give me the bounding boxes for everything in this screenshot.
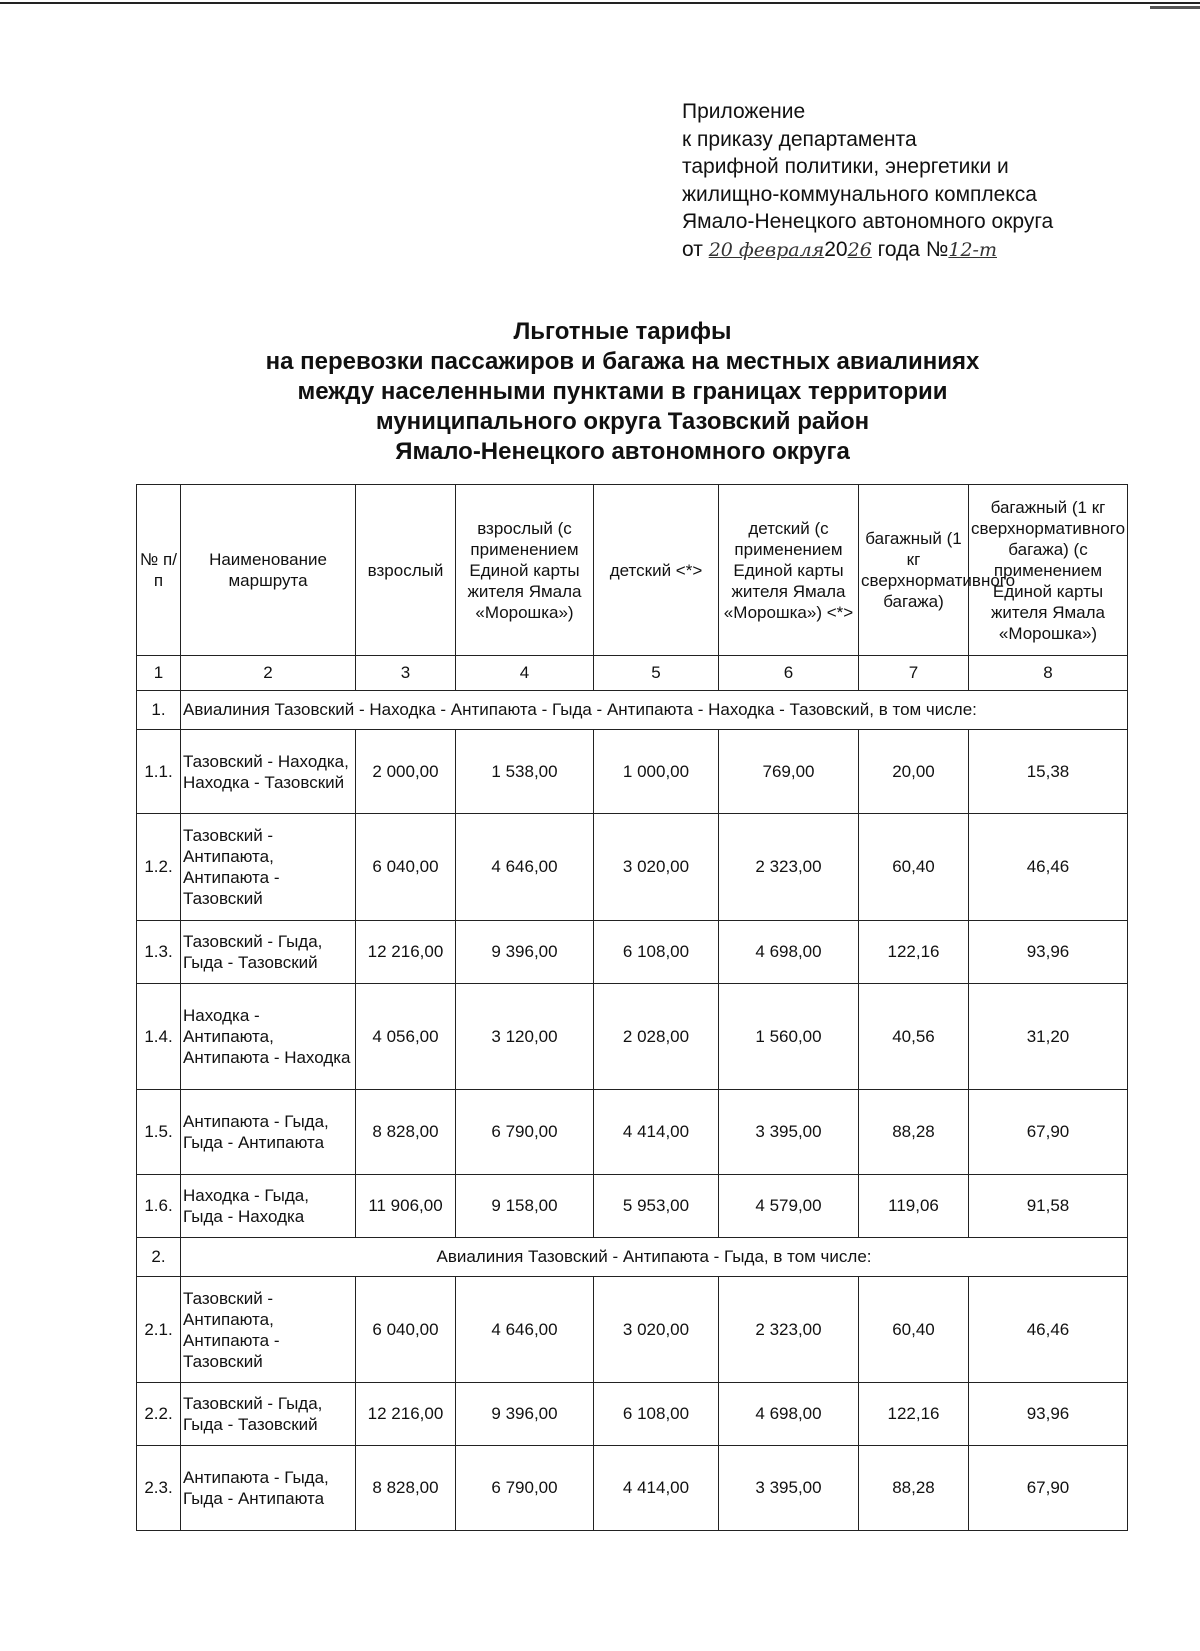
table-row: [137, 921, 1128, 984]
baggage-fare: 122,16: [859, 1383, 969, 1446]
baggage-fare: 60,40: [859, 1277, 969, 1383]
row-number: 1.2.: [137, 814, 181, 921]
column-index: 5: [594, 656, 719, 691]
scan-edge-line: [0, 2, 1200, 4]
child-fare: 1 000,00: [594, 730, 719, 814]
route-name: Тазовский - Гыда, Гыда - Тазовский: [181, 1383, 356, 1446]
route-name: Антипаюта - Гыда, Гыда - Антипаюта: [181, 1446, 356, 1531]
baggage-card-fare: 67,90: [969, 1446, 1128, 1531]
title-line: между населенными пунктами в границах территории: [297, 378, 948, 405]
table-row: [137, 1383, 1128, 1446]
baggage-card-fare: 93,96: [969, 1383, 1128, 1446]
col-header-baggage-card: багажный (1 кг сверхнормативного багажа) (с применением Единой карты жителя Ямала «Морошка»): [969, 485, 1128, 656]
child-card-fare: 769,00: [719, 730, 859, 814]
adult-fare: 6 040,00: [356, 1277, 456, 1383]
col-header-child-card: детский (с применением Единой карты жителя Ямала «Морошка») <*>: [719, 485, 859, 656]
adult-fare: 8 828,00: [356, 1446, 456, 1531]
child-fare: 2 028,00: [594, 984, 719, 1090]
appendix-line: тарифной политики, энергетики и: [682, 155, 1009, 178]
adult-fare: 12 216,00: [356, 1383, 456, 1446]
child-fare: 6 108,00: [594, 921, 719, 984]
route-name: Тазовский - Гыда, Гыда - Тазовский: [181, 921, 356, 984]
handwritten-date: 20 февраля: [708, 238, 825, 261]
table-row: [137, 1446, 1128, 1531]
route-name: Тазовский - Антипаюта, Антипаюта - Тазовский: [181, 1277, 356, 1383]
baggage-card-fare: 46,46: [969, 1277, 1128, 1383]
child-fare: 3 020,00: [594, 814, 719, 921]
adult-card-fare: 3 120,00: [456, 984, 594, 1090]
scan-edge-mark: [1150, 6, 1200, 9]
route-name: Тазовский - Находка, Находка - Тазовский: [181, 730, 356, 814]
table-row: [137, 1090, 1128, 1175]
year-word: года №: [877, 237, 949, 261]
route-name: Антипаюта - Гыда, Гыда - Антипаюта: [181, 1090, 356, 1175]
adult-fare: 2 000,00: [356, 730, 456, 814]
table-row: [137, 1277, 1128, 1383]
appendix-line: Ямало-Ненецкого автономного округа: [682, 210, 1054, 233]
baggage-card-fare: 15,38: [969, 730, 1128, 814]
table-row: [137, 1175, 1128, 1238]
adult-card-fare: 1 538,00: [456, 730, 594, 814]
baggage-fare: 119,06: [859, 1175, 969, 1238]
date-prefix: от: [682, 237, 703, 261]
section-row: [137, 691, 1128, 730]
child-card-fare: 1 560,00: [719, 984, 859, 1090]
title-line: Ямало-Ненецкого автономного округа: [395, 438, 850, 465]
baggage-fare: 20,00: [859, 730, 969, 814]
col-header-no: № п/п: [137, 485, 181, 656]
section-number: 1.: [137, 691, 181, 730]
baggage-fare: 40,56: [859, 984, 969, 1090]
adult-fare: 11 906,00: [356, 1175, 456, 1238]
table-row: [137, 984, 1128, 1090]
baggage-card-fare: 46,46: [969, 814, 1128, 921]
row-number: 1.5.: [137, 1090, 181, 1175]
adult-card-fare: 9 158,00: [456, 1175, 594, 1238]
title-line: муниципального округа Тазовский район: [375, 408, 870, 435]
baggage-card-fare: 31,20: [969, 984, 1128, 1090]
column-index: 8: [969, 656, 1128, 691]
section-title: Авиалиния Тазовский - Находка - Антипаюта - Гыда - Антипаюта - Находка - Тазовский, в том числе:: [181, 691, 1128, 730]
row-number: 1.6.: [137, 1175, 181, 1238]
order-date-line: [682, 236, 1182, 265]
row-number: 1.3.: [137, 921, 181, 984]
adult-fare: 4 056,00: [356, 984, 456, 1090]
baggage-fare: 122,16: [859, 921, 969, 984]
child-card-fare: 4 698,00: [719, 921, 859, 984]
child-fare: 6 108,00: [594, 1383, 719, 1446]
child-card-fare: 4 579,00: [719, 1175, 859, 1238]
title-line: на перевозки пассажиров и багажа на местных авиалиниях: [265, 348, 980, 375]
adult-fare: 6 040,00: [356, 814, 456, 921]
adult-card-fare: 6 790,00: [456, 1090, 594, 1175]
year-prefix: 20: [824, 237, 848, 261]
baggage-card-fare: 93,96: [969, 921, 1128, 984]
child-card-fare: 4 698,00: [719, 1383, 859, 1446]
baggage-fare: 88,28: [859, 1446, 969, 1531]
table-row: [137, 730, 1128, 814]
col-header-child: детский <*>: [594, 485, 719, 656]
baggage-fare: 88,28: [859, 1090, 969, 1175]
adult-fare: 8 828,00: [356, 1090, 456, 1175]
child-fare: 5 953,00: [594, 1175, 719, 1238]
baggage-card-fare: 67,90: [969, 1090, 1128, 1175]
title-line: Льготные тарифы: [513, 318, 732, 345]
baggage-fare: 60,40: [859, 814, 969, 921]
tariff-table: [136, 484, 1128, 1531]
adult-card-fare: 9 396,00: [456, 1383, 594, 1446]
col-header-adult-card: взрослый (с применением Единой карты жителя Ямала «Морошка»): [456, 485, 594, 656]
row-number: 1.1.: [137, 730, 181, 814]
col-header-adult: взрослый: [356, 485, 456, 656]
column-index: 6: [719, 656, 859, 691]
section-row: [137, 1238, 1128, 1277]
row-number: 2.3.: [137, 1446, 181, 1531]
child-fare: 4 414,00: [594, 1446, 719, 1531]
header-row: [137, 485, 1128, 656]
row-number: 2.2.: [137, 1383, 181, 1446]
appendix-line: Приложение: [682, 100, 806, 123]
child-fare: 4 414,00: [594, 1090, 719, 1175]
column-index: 3: [356, 656, 456, 691]
table-row: [137, 814, 1128, 921]
child-card-fare: 3 395,00: [719, 1446, 859, 1531]
route-name: Находка - Антипаюта, Антипаюта - Находка: [181, 984, 356, 1090]
appendix-line: к приказу департамента: [682, 127, 917, 151]
handwritten-year: 26: [847, 238, 872, 261]
appendix-line: жилищно-коммунального комплекса: [682, 182, 1037, 206]
section-number: 2.: [137, 1238, 181, 1277]
route-name: Находка - Гыда, Гыда - Находка: [181, 1175, 356, 1238]
child-card-fare: 3 395,00: [719, 1090, 859, 1175]
row-number: 1.4.: [137, 984, 181, 1090]
adult-fare: 12 216,00: [356, 921, 456, 984]
column-index: 7: [859, 656, 969, 691]
col-header-baggage: багажный (1 кг сверхнормативного багажа): [859, 485, 969, 656]
handwritten-order-number: 12-т: [948, 238, 997, 261]
baggage-card-fare: 91,58: [969, 1175, 1128, 1238]
adult-card-fare: 9 396,00: [456, 921, 594, 984]
adult-card-fare: 4 646,00: [456, 814, 594, 921]
column-index: 1: [137, 656, 181, 691]
column-index: 2: [181, 656, 356, 691]
row-number: 2.1.: [137, 1277, 181, 1383]
appendix-block: [682, 98, 1182, 264]
col-header-route: Наименование маршрута: [181, 485, 356, 656]
child-card-fare: 2 323,00: [719, 1277, 859, 1383]
column-index-row: [137, 656, 1128, 691]
adult-card-fare: 6 790,00: [456, 1446, 594, 1531]
child-fare: 3 020,00: [594, 1277, 719, 1383]
child-card-fare: 2 323,00: [719, 814, 859, 921]
route-name: Тазовский - Антипаюта, Антипаюта - Тазовский: [181, 814, 356, 921]
section-title: Авиалиния Тазовский - Антипаюта - Гыда, в том числе:: [181, 1238, 1128, 1277]
document-title: [100, 317, 1145, 467]
adult-card-fare: 4 646,00: [456, 1277, 594, 1383]
column-index: 4: [456, 656, 594, 691]
